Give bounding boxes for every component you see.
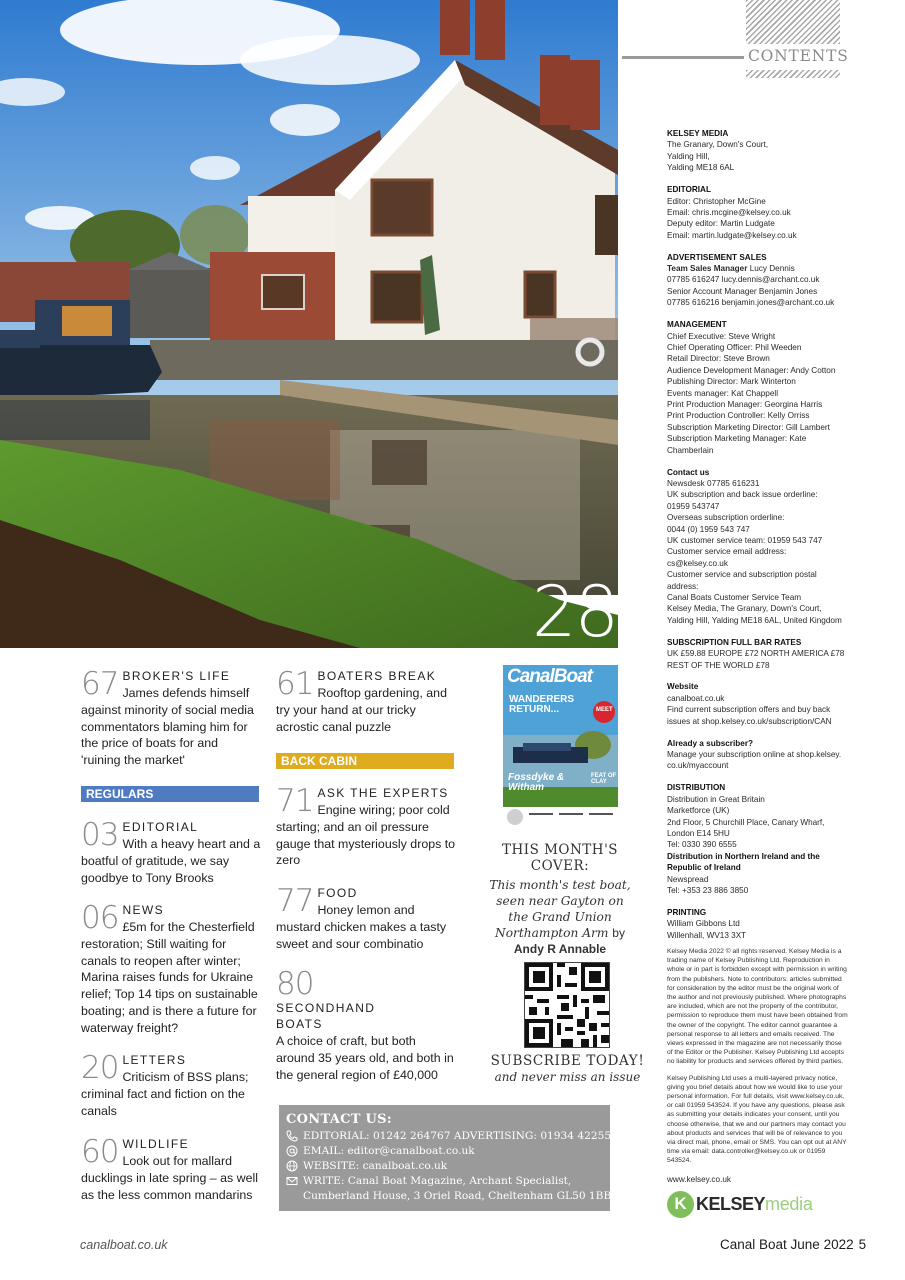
masthead-line: Retail Director: Steve Brown (667, 354, 770, 364)
masthead-line: Newspread (667, 874, 709, 884)
contact-write-line (286, 1174, 610, 1189)
entry-page-number: 61 (276, 666, 314, 702)
kelsey-media-logo (667, 1190, 813, 1218)
entry-description: £5m for the Chesterfield restoration; Still waiting for canals to reopen after winter; Marina raises funds for Ukraine relief; Top 14 tips on sustainable boating; and is there a future for waterway freight? (81, 920, 258, 1035)
section-bar-back-cabin: BACK CABIN (276, 753, 454, 769)
entry-page-number: 03 (81, 817, 119, 853)
masthead-line: Deputy editor: Martin Ludgate (667, 219, 775, 229)
footer-issue (720, 1237, 866, 1252)
masthead-heading: KELSEY MEDIA (667, 129, 729, 138)
masthead-line: Print Production Manager: Georgina Harris (667, 400, 823, 410)
subscribe-subtext: and never miss an issue (494, 1070, 641, 1084)
subscribe-callout[interactable] (480, 1053, 655, 1084)
masthead-line: Yalding ME18 6AL (667, 163, 735, 173)
masthead-team-name: Lucy Dennis (749, 264, 795, 274)
kelsey-logo-mark: K (667, 1191, 694, 1218)
masthead-heading: MANAGEMENT (667, 320, 727, 330)
entry-description: Honey lemon and mustard chicken makes a tasty sweet and sour combinatio (276, 903, 447, 951)
masthead-line: Subscription Marketing Manager: Kate (667, 434, 807, 444)
entry-title: BOATERS BREAK (317, 669, 437, 683)
entry-letters[interactable] (81, 1052, 261, 1119)
masthead-editorial (667, 184, 849, 241)
masthead-line: Customer service and subscription postal (667, 570, 817, 580)
contents-rule (622, 56, 744, 59)
entry-page-number: 71 (276, 783, 314, 819)
at-icon (286, 1145, 298, 1157)
entry-title: FOOD (317, 886, 358, 900)
masthead-line: Tel: 0330 390 6555 (667, 840, 737, 850)
globe-icon (286, 1160, 298, 1172)
envelope-icon (286, 1175, 298, 1187)
entry-page-number: 20 (81, 1050, 119, 1086)
masthead-link[interactable]: Manage your subscription online at shop.kelsey. (667, 750, 842, 759)
phone-icon (286, 1130, 298, 1142)
masthead-heading: DISTRIBUTION (667, 783, 726, 793)
entry-description: Look out for mallard ducklings in late spring – as well as the less common mandarins (81, 1154, 259, 1202)
contact-website-line[interactable] (286, 1159, 610, 1174)
masthead-line: London E14 5HU (667, 828, 730, 838)
masthead-email[interactable]: Customer service email address: cs@kelsey.co.uk (667, 547, 787, 568)
entry-page-number: 06 (81, 900, 119, 936)
contact-title: CONTACT US: (286, 1112, 392, 1127)
entry-editorial[interactable] (81, 819, 261, 886)
masthead-line: 01959 543747 (667, 501, 720, 511)
hero-photo (0, 0, 618, 648)
legal-privacy: Kelsey Publishing Ltd uses a multi-layered privacy notice, giving you brief details about how we would like to use your personal information. For full details, visit www.kelsey.co.uk, or call 01959 543524. If you have any questions, please ask as submitting your details indicates your consent, until you choose otherwise, that we and our partners may contact you about products and services that will be of relevance to you via direct mail, phone, email or SMS. You can opt out at ANY time via email: data.controller@kelsey.co.uk or 01959 543524. (667, 1074, 847, 1165)
entry-wildlife[interactable] (81, 1136, 261, 1203)
masthead-line: Yalding Hill, (667, 151, 710, 161)
entry-title: NEWS (122, 903, 165, 917)
contents-title: CONTENTS (748, 47, 849, 65)
masthead-line: UK customer service team: 01959 543 747 (667, 536, 823, 545)
entry-brokers-life[interactable] (81, 668, 261, 769)
masthead-line: Canal Boats Customer Service Team (667, 593, 802, 603)
entry-description: Rooftop gardening, and try your hand at our tricky acrostic canal puzzle (276, 686, 447, 734)
masthead-line: Subscription Marketing Director: Gill Lambert (667, 422, 830, 432)
masthead-management (667, 319, 849, 456)
entry-title: EDITORIAL (122, 820, 199, 834)
cover-side-text: FEAT OF CLAY (591, 773, 617, 785)
masthead-distribution (667, 782, 849, 896)
subscribe-qr-code[interactable] (524, 962, 610, 1048)
kelsey-website-link[interactable]: www.kelsey.co.uk (667, 1175, 732, 1184)
entry-page-number: 77 (276, 883, 314, 919)
entry-title: LETTERS (122, 1053, 187, 1067)
cover-logo: CanalBoat (507, 666, 592, 687)
masthead-heading: Contact us (667, 467, 710, 477)
masthead-website (667, 681, 849, 727)
cover-caption (485, 843, 635, 957)
cover-headline: WANDERERS RETURN... (509, 694, 575, 715)
masthead-line: Distribution in Great Britain (667, 794, 765, 804)
entry-boaters-break[interactable] (276, 668, 456, 735)
legal-notice (667, 947, 849, 1173)
masthead-advertisement-sales (667, 252, 849, 309)
contact-website: WEBSITE: canalboat.co.uk (303, 1160, 448, 1172)
masthead-line: UK subscription and back issue orderline: (667, 490, 818, 500)
entry-description: With a heavy heart and a boatful of gratitude, we say goodbye to Tony Brooks (81, 837, 261, 885)
section-bar-regulars: REGULARS (81, 786, 259, 802)
masthead-team-label: Team Sales Manager (667, 264, 748, 274)
masthead-line: 0044 (0) 1959 543 747 (667, 524, 750, 534)
masthead-line: Overseas subscription orderline: (667, 513, 785, 523)
feature-page-number: 28 (532, 571, 618, 648)
masthead-line: Yalding Hill, Yalding ME18 6AL, United Kingdom (667, 615, 842, 625)
hatch-decoration-top (746, 0, 840, 44)
entry-page-number: 67 (81, 666, 119, 702)
masthead-line: Willenhall, WV13 3XT (667, 930, 747, 940)
contents-header (618, 0, 905, 90)
subscribe-heading: SUBSCRIBE TODAY! (490, 1053, 645, 1069)
legal-copyright: Kelsey Media 2022 © all rights reserved. Kelsey Media is a trading name of Kelsey Publishing Ltd. Reproduction in whole or in part is forbidden except with permission in writing from the publishers. Note to contributors: articles submitted for consideration by the editor must be the original work of the author and not previously published. Where photographs are included, which are not the property of the contributor, permission to reproduce them must have been obtained from the owner of the copyright. The editor cannot guarantee a personal response to all letters and emails received. The views expressed in the magazine are not necessarily those of the Editor or the Publisher. Kelsey Publishing Ltd accepts no liability for products and services offered by third parties. (667, 948, 848, 1066)
masthead-line: address: (667, 581, 699, 591)
cover-caption-text: This month's test boat, seen near Gayton on the Grand Union Northampton Arm (489, 878, 631, 940)
cover-badge: MEET (596, 707, 613, 713)
entry-food[interactable] (276, 885, 456, 952)
masthead (667, 128, 849, 952)
masthead-line: Editor: Christopher McGine (667, 196, 766, 206)
masthead-heading: PRINTING (667, 907, 707, 917)
masthead-contact (667, 467, 849, 627)
cover-photographer: Andy R Annable (513, 942, 607, 956)
entry-title: WILDLIFE (122, 1137, 189, 1151)
contact-box (279, 1105, 618, 1211)
cover-caption-by: by (612, 926, 625, 940)
cover-boat-name: Fossdyke & Witham (508, 772, 565, 793)
masthead-link[interactable]: issues at shop.kelsey.co.uk/subscription/CAN (667, 716, 832, 726)
masthead-line: Chief Operating Officer: Phil Weeden (667, 343, 802, 352)
masthead-line: 07785 616216 benjamin.jones@archant.co.uk (667, 298, 835, 308)
masthead-email[interactable]: Email: martin.ludgate@kelsey.co.uk (667, 230, 797, 240)
masthead-line: Events manager: Kat Chappell (667, 388, 779, 398)
masthead-line: Chief Executive: Steve Wright (667, 331, 776, 341)
masthead-line: 07785 616247 lucy.dennis@archant.co.uk (667, 275, 820, 285)
masthead-email[interactable]: Email: chris.mcgine@kelsey.co.uk (667, 207, 791, 217)
kelsey-logo-word: KELSEY (696, 1193, 766, 1214)
masthead-rates (667, 637, 849, 671)
entry-description: Criticism of BSS plans; criminal fact and fiction on the canals (81, 1070, 249, 1118)
qr-code-icon (525, 963, 609, 1047)
masthead-line: Tel: +353 23 886 3850 (667, 885, 749, 895)
masthead-line: UK £59.88 EUROPE £72 NORTH AMERICA £78 (667, 649, 845, 659)
masthead-heading: Already a subscriber? (667, 738, 754, 748)
masthead-line: Publishing Director: Mark Winterton (667, 377, 796, 387)
masthead-heading: ADVERTISEMENT SALES (667, 252, 767, 262)
footer-page-number: 5 (858, 1237, 867, 1252)
masthead-printing (667, 907, 849, 941)
entry-title: ASK THE EXPERTS (317, 786, 449, 800)
entry-description: A choice of craft, but both around 35 years old, and both in the general region of £40,000 (276, 1034, 454, 1082)
masthead-subheading: Distribution in Northern Ireland and the Republic of Ireland (667, 851, 820, 873)
contact-phone-line[interactable] (286, 1129, 618, 1144)
masthead-line: The Granary, Down's Court, (667, 140, 769, 150)
masthead-kelsey (667, 128, 849, 174)
masthead-line: Kelsey Media, The Granary, Down's Court, (667, 604, 822, 614)
cover-caption-title: THIS MONTH'S COVER: (501, 842, 619, 874)
masthead-line: Senior Account Manager Benjamin Jones (667, 286, 818, 296)
footer-site: canalboat.co.uk (80, 1238, 168, 1252)
masthead-line: Newsdesk 07785 616231 (667, 478, 760, 488)
contact-email-line[interactable] (286, 1144, 610, 1159)
contact-write-address-line (286, 1189, 610, 1204)
contact-address: Cumberland House, 3 Oriel Road, Cheltenham GL50 1BB (303, 1190, 612, 1202)
cover-illustration (503, 665, 618, 827)
masthead-line: Marketforce (UK) (667, 806, 730, 816)
kelsey-logo-word-media: media (765, 1193, 813, 1214)
masthead-line: Print Production Controller: Kelly Orriss (667, 411, 810, 421)
entry-secondhand-boats[interactable] (276, 968, 456, 1083)
contact-write: WRITE: Canal Boat Magazine, Archant Specialist, (303, 1175, 572, 1187)
masthead-line: Audience Development Manager: Andy Cotton (667, 365, 836, 375)
footer-issue-name: Canal Boat June 2022 (720, 1237, 854, 1252)
entry-ask-the-experts[interactable] (276, 785, 456, 869)
hatch-decoration-bottom (746, 70, 840, 78)
masthead-line: William Gibbons Ltd (667, 919, 740, 929)
masthead-heading: SUBSCRIPTION FULL BAR RATES (667, 637, 802, 647)
entry-description: Engine wiring; poor cold starting; and an oil pressure gauge that mysteriously drops to zero (276, 803, 456, 868)
masthead-line: Find current subscription offers and buy back (667, 705, 831, 715)
masthead-heading: EDITORIAL (667, 185, 711, 195)
entry-title: BROKER'S LIFE (122, 669, 231, 683)
contact-email: EMAIL: editor@canalboat.co.uk (303, 1145, 475, 1157)
masthead-link[interactable]: co.uk/myaccount (667, 761, 729, 771)
canal-house-illustration (0, 0, 618, 648)
masthead-link[interactable]: canalboat.co.uk (667, 693, 725, 703)
entry-page-number: 80 (276, 966, 314, 1002)
masthead-heading: Website (667, 682, 699, 692)
entry-title: SECONDHAND BOATS (276, 1001, 376, 1031)
masthead-line: 2nd Floor, 5 Churchill Place, Canary Wharf, (667, 817, 825, 827)
contact-phone: EDITORIAL: 01242 264767 ADVERTISING: 01934 422559 (303, 1130, 618, 1142)
magazine-cover[interactable] (503, 665, 618, 827)
entry-news[interactable] (81, 902, 261, 1037)
masthead-line: REST OF THE WORLD £78 (667, 660, 770, 670)
masthead-line: Chamberlain (667, 445, 714, 455)
entry-description: James defends himself against minority of social media commentators blaming him for the price of boats for and 'ruining the market' (81, 686, 254, 768)
masthead-subscriber (667, 738, 849, 772)
entry-page-number: 60 (81, 1134, 119, 1170)
